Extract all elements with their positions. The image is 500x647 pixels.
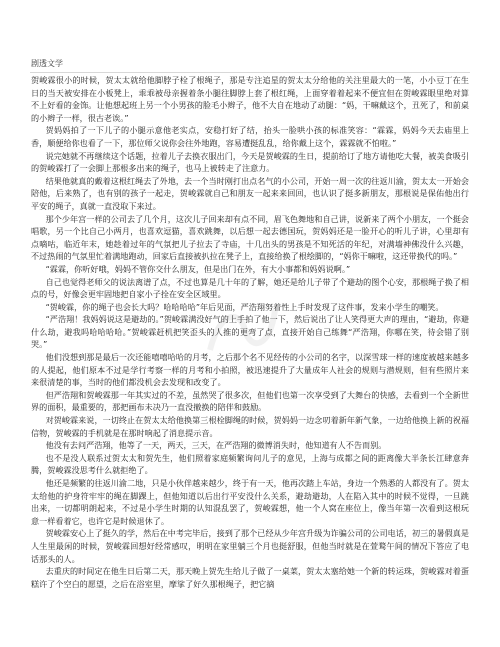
- paragraph: 去重庆的时间定在他生日后第二天，那天晚上贺先生给儿子做了一桌菜，贺太太塞给她一个新的转运珠，贺峻霖对着蛋糕许了个空白的愿望，之后在浴室里，摩挲了好久那根绳子，把它摘: [31, 566, 469, 589]
- article-body: [31, 74, 469, 635]
- page-header: 剧透文学: [31, 59, 63, 68]
- paragraph: 他们没想到那是最后一次还能嘻嘻哈哈的月考，之后那个名不见经传的小公司的名字，以深雪球一样的速度被越来越多的人提起，他们原本不过是学行考察一样的月考和小拍照，被迅速提升了大量成年人社会的规则与潜规则，但有些照片来来很清楚的事，当时的他们都没机会去发现和改变了。: [31, 352, 469, 388]
- header-divider: [30, 72, 470, 73]
- paragraph: “严浩翔！我妈妈说这是避劫的。”贺峻霖满没好气的上手拍了他一下，然后说出了让人笑得更大声的理由，“避劫，你避什么劫，避我吗哈哈哈哈。”贺峻霖赶机把笑歪头的人推的更弯了点，直接开始自己练舞“严浩翔，你哪在笑，待会错了别哭。”: [31, 314, 469, 350]
- paragraph: 贺峻霖安心上了挺久的学，然后在中考完毕后，接到了那个已经从少年宫升级为诈骗公司的公司电话，初三的暑假真是人生里最闲的时候，贺峻霖回想好经常感叹，明明在家里躺三个月也挺舒服，但他当时就是在萱鹜午间的情况下答应了电话那头的人。: [31, 528, 469, 564]
- paragraph: “霖霖，你听好哦，妈妈不管你交什么朋友，但是出门在外，有大小事都和妈妈说啊。”: [45, 263, 351, 274]
- paragraph: 结果他就真的戴着这根红绳去了外地，去一个当时刚打出点名气的小公司，开始一周一次的往返川渝，贺太太一开始会陪他，后来熟了，也有别的孩子一起走，贺峻霖就自己和朋友一起来来回回，也认识了挺多新朋友，那根说是保佑他出行平安的绳子，真就一直没取下来过。: [31, 175, 469, 211]
- paragraph: 贺峻霖很小的时候，贺太太就给他脚脖子栓了根绳子，那是专注追星的贺太太分给他的关注里最大的一笔，小小豆丁在生日的当天被安排在小板凳上，乖乖被母亲握着条小腿往脚脖上套了根红绳，上面穿着着起来不便宜但在贺峻霖眼里绝对算不上好看的金饰。让他想起班上另一个小男孩的脸毛小辫子，他不大自在地动了动腿：“妈，干嘛戴这个，丑死了，和前桌的小辫子一样，很古老诶。”: [31, 75, 469, 123]
- paragraph: 他还是频繁的往返川渝二地，只是小伙伴越来越少，终于有一天，他再次踏上车站，身边一个熟悉的人都没有了。贺太太给他的护身符牢牢的绳在脚踝上，但他知道以后出行平安没什么关系，避劫避劫，人在陷入其中的时候不觉得，一旦跳出来，一切都明朗起来，不过是小学生时期的认知混乱罢了，贺峻霖想，他一个人窝在座位上，像当年第一次看到这根玩意一样看着它，也许它是时候退休了。: [31, 478, 469, 526]
- paragraph: “贺峻霖，你的绳子也会长大吗？哈哈哈哈”年后见面，严浩翔努着性上手时发现了这件事，发来小学生的嘲笑。: [45, 301, 444, 312]
- paragraph: 那个少年宫一样的公司去了几个月，这次儿子回来却有点不同，眉飞色舞地和自己讲，说新来了两个小朋友，一个挺会唱歌，另一个比自己小两月，也喜欢逗猫，喜欢跳舞，以后想一起去德国玩，贺妈妈还是一脸开心的听儿子讲，心里却有点嘀咕，临近年末，她趁着过年的气氛把儿子拉去了寺庙，十几出头的男孩是不知死活的年纪，对满墙神佛没什么兴趣，不过热闹的气氛里忙着满地跑动，回家后直接被扒拉在凳子上，直接给换了根绘脚的，“妈你干嘛啦，这还带换代的吗。”: [31, 213, 469, 262]
- paragraph: 他没有去问严浩翔，他等了一天，两天，三天，在严浩翔的微博消失时，他知道有人不告而别。: [45, 440, 387, 451]
- paragraph: 对贺峻霖来说，一切终止在贺太太给他换第三根栓脚绳的时候，贺妈妈一边念叨着新年新气象，一边给他换上新的祝福信物，贺峻霖的手机就是在那时响起了消息提示音。: [31, 415, 469, 438]
- paragraph: 说完她就不再继续这个话题，拉着儿子去换衣服出门，今天是贺峻霖的生日，提前给订了地方请他吃大餐，被美食吸引的贺峻霖打了一会脚上那根多出来的绳子，也马上被转走了注意力。: [31, 150, 469, 174]
- paragraph: 贺妈妈拍了一下儿子的小腿示意他老实点，安稳打好了结，抬头一脸哄小孩的标准笑容：“霖霖，妈妈今天去庙里上香，顺便给你也看了一下，那位师父说你会往外地跑，容易遭挺乱乱，给你戴上这个，霖霖就不怕啦。”: [31, 125, 469, 148]
- paragraph: 也不是没人联系过贺太太和贺先生，他们照着家庭频繁询问儿子的意见，上海与成都之间的距离像大半条长江肆意奔腾，贺峻霖没思考什么就拒绝了。: [31, 452, 469, 476]
- paragraph: 但严浩翔和贺峻霖那一年其实过的不差，虽然哭了很多次，但他们也第一次享受到了大舞台的快感，去看到一个全新世界的面积，最重要的，那把画布未决乃一直没撤换的陪伴和鼓励。: [31, 389, 469, 413]
- paragraph: 自己也觉得老师父的说法离谱了点，不过也算是几十年的了解，她还是给儿子带了个避劫的图个心安，那根绳子换了相点的号，好像会更牢固地把自家小子拴在安全区域里。: [31, 276, 469, 300]
